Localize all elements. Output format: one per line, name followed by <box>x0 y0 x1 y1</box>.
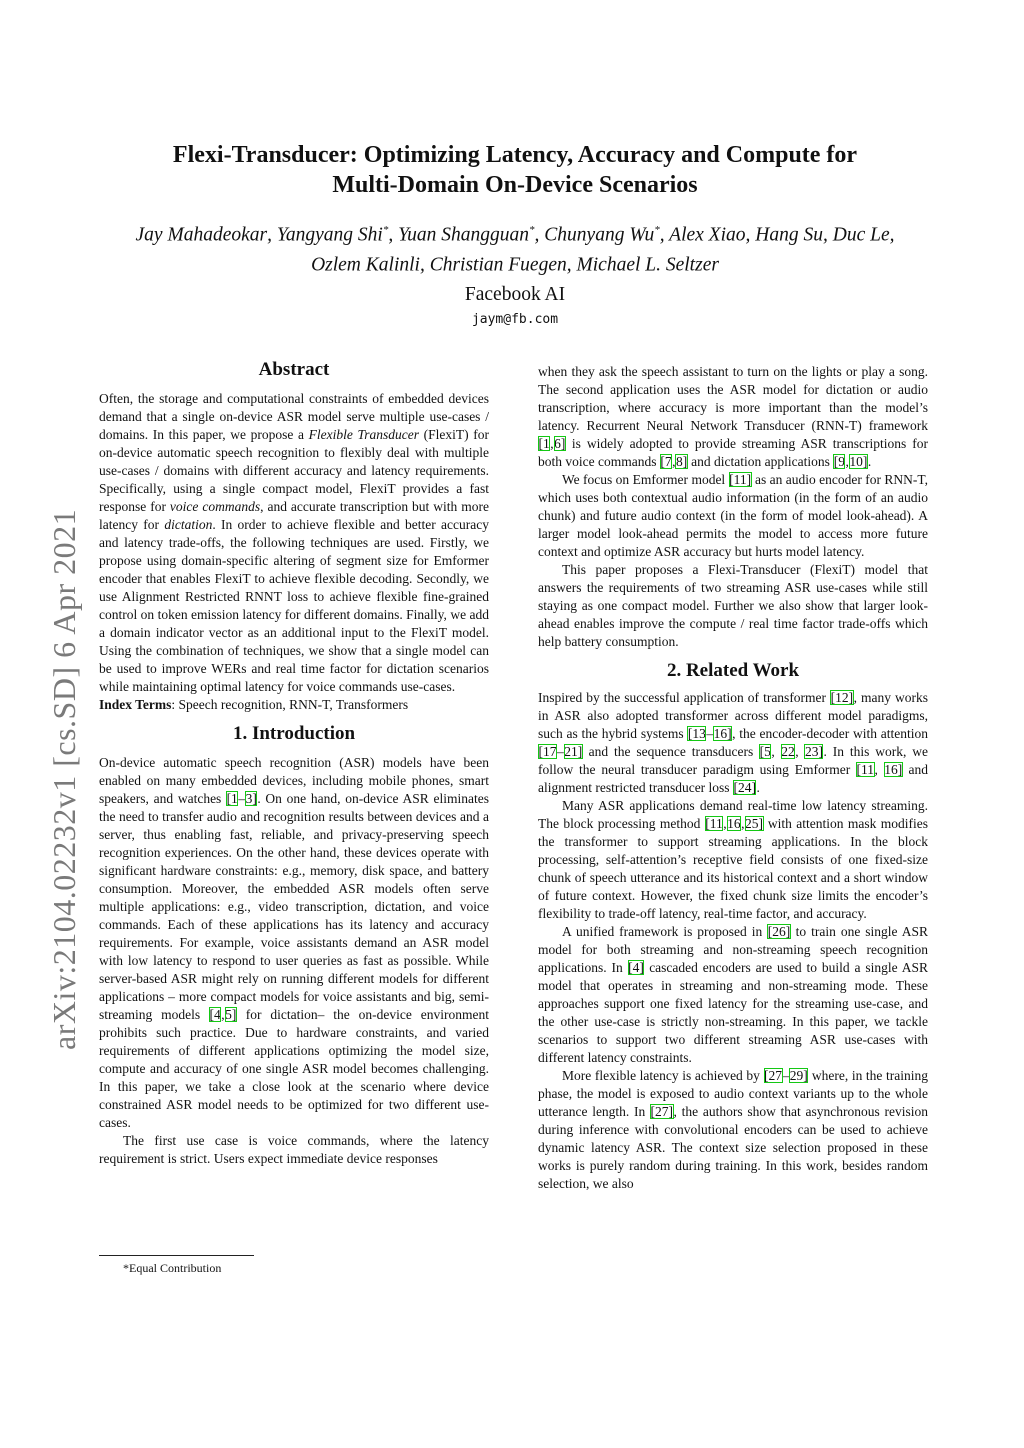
citation-link[interactable]: 25] <box>745 816 763 831</box>
citation-link[interactable]: [7 <box>660 454 672 469</box>
footnote: *Equal Contribution <box>123 1261 222 1275</box>
citation-link[interactable]: [26] <box>767 924 791 939</box>
citation-link[interactable]: 3] <box>245 791 257 806</box>
affiliation: Facebook AI <box>464 284 566 305</box>
abstract-heading: Abstract <box>258 359 330 380</box>
right-column <box>538 363 928 1193</box>
title-line-2: Multi-Domain On-Device Scenarios <box>332 172 698 198</box>
related-paragraph-1: Inspired by the successful application of transformer [12], many works in ASR also adopted transformer across different model paradigms, such as the hybrid systems [13–16], the encoder-decoder with attention [17–21] and the sequence transducers [5, 22, 23]. In this work, we follow the neural transducer paradigm using Emformer [11, 16] and alignment restricted transducer loss [24]. <box>538 690 929 795</box>
related-paragraph-4: More flexible latency is achieved by [27–29] where, in the training phase, the model is exposed to audio context variants up to the whole utterance length. In [27], the authors show that asynchronous revision during inference with convolutional encoders can be used to achieve dynamic latency ASR. The context size selection proposed in these works is purely random during training. In this work, besides random selection, we also <box>538 1068 928 1191</box>
citation-link[interactable]: [9 <box>833 454 845 469</box>
author-email: jaym@fb.com <box>471 312 559 327</box>
related-paragraph-3: A unified framework is proposed in [26] to train one single ASR model for both streaming and non-streaming speech recognition applications. In [4] cascaded encoders are used to build a single ASR model that operates in streaming and non-streaming mode. These approaches support one fixed latency for the streaming use-case, and the other use-case is strictly non-streaming. In this paper, we tackle scenarios to support two different streaming ASR use-cases with different latency constraints. <box>538 924 929 1065</box>
author-name: Hang Su <box>755 224 823 246</box>
citation-link[interactable]: [1 <box>538 436 550 451</box>
citation-link[interactable]: 16] <box>713 726 732 741</box>
intro-paragraph-1: On-device automatic speech recognition (ASR) models have been enabled on many embedded devices, including mobile phones, smart speakers, and watches [1–3]. On one hand, on-device ASR eliminates the need to transfer audio and recognition results between devices and a server, thus enabling fast, reliable, and privacy-preserving speech recognition experiences. On the other hand, these devices operate with significant hardware constraints: e.g., memory, disk space, and battery consumption. Moreover, the embedded ASR models often serve multiple applications: e.g., video transcription, dictation, and voice commands. Each of these applications has its latency and accuracy requirements. For example, voice assistants demand an ASR model with low latency to respond to user queries as fast as possible. While server-based ASR might rely on running different models for different applications – more compact models for voice assistants and big, semi-streaming models [4,5] for dictation– the on-device environment prohibits such practice. Due to hardware constraints, and varied requirements of different applications optimizing the model size, compute and accuracy of one single ASR model becomes challenging. In this paper, we take a close look at the scenario where device constrained ASR model needs to be optimized for two different use-cases. <box>99 755 489 1130</box>
title-line-1: Flexi-Transducer: Optimizing Latency, Accuracy and Compute for <box>172 142 858 168</box>
author-name: Michael L. Seltzer <box>576 254 719 275</box>
index-terms: Index Terms: Speech recognition, RNN-T, Transformers <box>99 697 409 712</box>
citation-link[interactable]: 16 <box>727 816 741 831</box>
citation-link[interactable]: 23] <box>804 744 823 759</box>
citation-link[interactable]: [5 <box>759 744 771 759</box>
citation-link[interactable]: 5] <box>225 1007 237 1022</box>
arxiv-stamp: arXiv:2104.02232v1 [cs.SD] 6 Apr 2021 <box>46 508 82 1050</box>
citation-link[interactable]: 10] <box>849 454 868 469</box>
citation-link[interactable]: [24] <box>733 780 756 795</box>
citation-link[interactable]: [11 <box>856 762 875 777</box>
citation-link[interactable]: [1 <box>226 791 238 806</box>
author-mark: * <box>382 224 389 236</box>
citation-link[interactable]: [13 <box>687 726 706 741</box>
left-column <box>99 358 489 1168</box>
citation-link[interactable]: 22 <box>781 744 795 759</box>
citation-link[interactable]: 6] <box>554 436 566 451</box>
author-line-2: Ozlem Kalinli, Christian Fuegen, Michael L. Seltzer <box>311 254 719 275</box>
intro-paragraph-3: We focus on Emformer model [11] as an audio encoder for RNN-T, which uses both contextual audio information (in the form of an audio chunk) and future audio context (in the form of model look-ahead). A larger model look-ahead permits the model to access more future context and optimize ASR accuracy but hurts model latency. <box>538 472 928 559</box>
related-work-heading: 2. Related Work <box>666 660 800 681</box>
author-line-1: Jay Mahadeokar, Yangyang Shi*, Yuan Shangguan*, Chunyang Wu*, Alex Xiao, Hang Su, Duc Le, <box>135 224 895 246</box>
author-name: Yangyang Shi <box>276 224 383 246</box>
author-name: Duc Le <box>832 224 890 246</box>
citation-link[interactable]: [4 <box>209 1007 221 1022</box>
intro-paragraph-2: The first use case is voice commands, where the latency requirement is strict. Users expect immediate device responses <box>99 1133 489 1166</box>
author-name: Chunyang Wu <box>544 224 655 246</box>
citation-link[interactable]: [11 <box>705 816 723 831</box>
related-paragraph-2: Many ASR applications demand real-time low latency streaming. The block processing method [11,16,25] with attention mask modifies the transformer to support streaming applications. In the block processing, self-attention’s receptive field consists of one fixed-size chunk of speech utterance and its historical context and a short window of future context. However, the fixed chunk size limits the encoder’s flexibility to trade-off latency, real-time factor, and accuracy. <box>538 798 929 921</box>
intro-paragraph-2-cont: when they ask the speech assistant to turn on the lights or play a song. The second application uses the ASR model for dictation or audio transcription, where accuracy is more important than the model’s latency. Recurrent Neural Network Transducer (RNN-T) framework [1,6] is widely adopted to provide streaming ASR transcriptions for both voice commands [7,8] and dictation applications [9,10]. <box>538 364 928 469</box>
citation-link[interactable]: [12] <box>830 690 854 705</box>
intro-paragraph-4: This paper proposes a Flexi-Transducer (FlexiT) model that answers the requirements of two streaming ASR use-cases while still staying as one compact model. Further we also show that larger look-ahead enables improve the compute / real time factor trade-offs which help battery consumption. <box>538 562 928 649</box>
author-name: Ozlem Kalinli <box>311 254 420 275</box>
author-mark: * <box>654 224 660 236</box>
citation-link[interactable]: [4] <box>628 960 644 975</box>
citation-link[interactable]: [11] <box>729 472 752 487</box>
citation-link[interactable]: 16] <box>884 762 903 777</box>
introduction-heading: 1. Introduction <box>232 723 356 744</box>
citation-link[interactable]: 8] <box>675 454 688 469</box>
author-name: Jay Mahadeokar <box>135 224 268 246</box>
author-name: Christian Fuegen <box>429 254 567 275</box>
citation-link[interactable]: 29] <box>789 1068 808 1083</box>
abstract-paragraph: Often, the storage and computational constraints of embedded devices demand that a single on-device ASR model serve multiple use-cases / domains. In this paper, we propose a Flexible Transducer (FlexiT) for on-device automatic speech recognition to flexibly deal with multiple use-cases / domains with different accuracy and latency requirements. Specifically, using a single compact model, FlexiT provides a fast response for voice commands, and accurate transcription but with more latency for dictation. In order to achieve flexible and better accuracy and latency trade-offs, the following techniques are used. Firstly, we propose using domain-specific altering of segment size for Emformer encoder that enables FlexiT to achieve flexible decoding. Secondly, we use Alignment Restricted RNNT loss to achieve flexible fine-grained control on token emission latency for different domains. Finally, we add a domain indicator vector as an additional input to the FlexiT model. Using the combination of techniques, we show that a single model can be used to improve WERs and real time factor for dictation scenarios while maintaining optimal latency for voice commands use-cases. <box>99 391 490 694</box>
citation-link[interactable]: 21] <box>564 744 583 759</box>
citation-link[interactable]: [27] <box>650 1104 674 1119</box>
citation-link[interactable]: [27 <box>764 1068 783 1083</box>
author-mark: * <box>529 224 535 236</box>
paper-title <box>100 140 930 200</box>
author-name: Alex Xiao <box>669 224 746 246</box>
author-list <box>100 218 930 277</box>
footnote-rule <box>99 1255 254 1256</box>
citation-link[interactable]: [17 <box>538 744 557 759</box>
author-name: Yuan Shangguan <box>398 224 530 246</box>
